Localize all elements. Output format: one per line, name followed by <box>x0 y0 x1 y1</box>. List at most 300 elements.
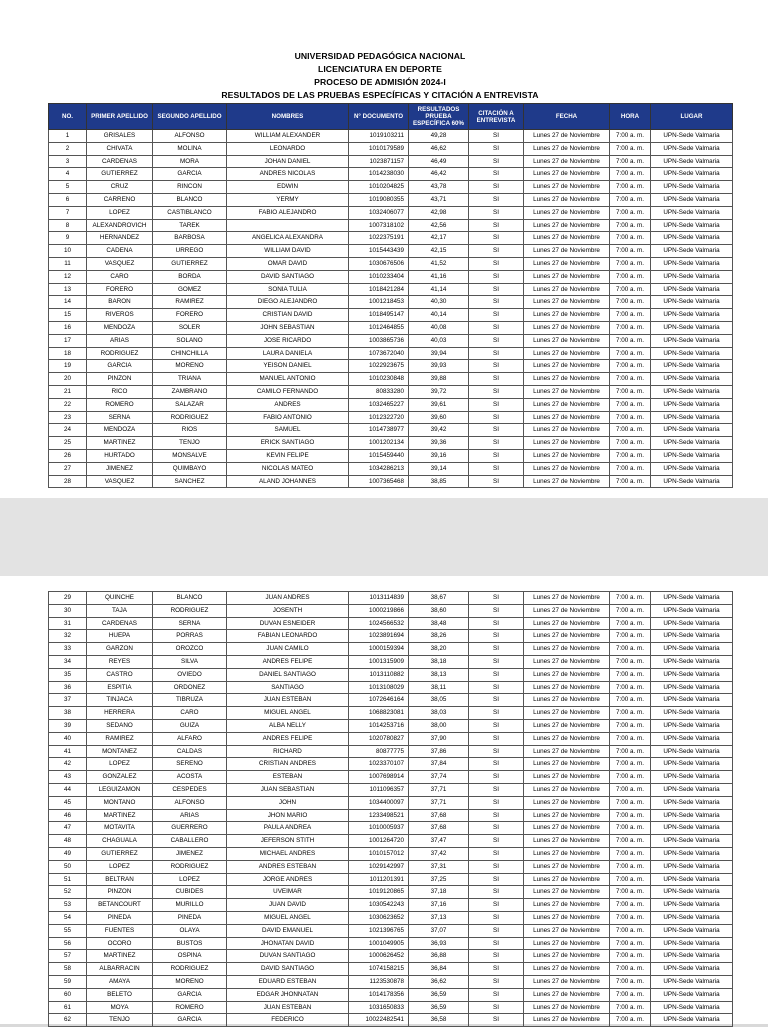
cell-hora: 7:00 a. m. <box>610 963 651 976</box>
table-row <box>49 398 733 411</box>
cell-citacion: SI <box>469 181 524 194</box>
cell-no: 37 <box>49 694 87 707</box>
cell-nombres: SONIA TULIA <box>227 283 349 296</box>
cell-primer-apellido: PINEDA <box>87 911 153 924</box>
cell-hora: 7:00 a. m. <box>610 719 651 732</box>
cell-lugar: UPN-Sede Valmaria <box>651 245 733 258</box>
cell-fecha: Lunes 27 de Noviembre <box>524 745 610 758</box>
cell-segundo-apellido: GARCIA <box>153 168 227 181</box>
cell-no: 60 <box>49 988 87 1001</box>
cell-segundo-apellido: RODRIGUEZ <box>153 963 227 976</box>
cell-fecha: Lunes 27 de Noviembre <box>524 911 610 924</box>
cell-fecha: Lunes 27 de Noviembre <box>524 1014 610 1027</box>
cell-hora: 7:00 a. m. <box>610 206 651 219</box>
cell-nombres: ANGELICA ALEXANDRA <box>227 232 349 245</box>
cell-citacion: SI <box>469 155 524 168</box>
cell-fecha: Lunes 27 de Noviembre <box>524 694 610 707</box>
cell-documento: 1010157012 <box>349 847 409 860</box>
cell-citacion: SI <box>469 206 524 219</box>
cell-fecha: Lunes 27 de Noviembre <box>524 950 610 963</box>
cell-segundo-apellido: TRIANA <box>153 373 227 386</box>
cell-documento: 1007365468 <box>349 475 409 488</box>
process-title: PROCESO DE ADMISIÓN 2024-I <box>314 77 446 87</box>
table-row <box>49 668 733 681</box>
cell-nombres: EDUARD ESTEBAN <box>227 975 349 988</box>
cell-hora: 7:00 a. m. <box>610 668 651 681</box>
cell-primer-apellido: TAJA <box>87 604 153 617</box>
cell-documento: 1014738977 <box>349 424 409 437</box>
cell-no: 40 <box>49 732 87 745</box>
cell-nombres: MICHAEL ANDRES <box>227 847 349 860</box>
cell-fecha: Lunes 27 de Noviembre <box>524 270 610 283</box>
cell-lugar: UPN-Sede Valmaria <box>651 911 733 924</box>
cell-documento: 1021396765 <box>349 924 409 937</box>
table-body-part1 <box>49 130 733 488</box>
cell-lugar: UPN-Sede Valmaria <box>651 181 733 194</box>
cell-resultado: 37,71 <box>409 783 469 796</box>
cell-no: 46 <box>49 809 87 822</box>
cell-primer-apellido: GUTIERREZ <box>87 847 153 860</box>
cell-hora: 7:00 a. m. <box>610 334 651 347</box>
cell-segundo-apellido: RAMIREZ <box>153 296 227 309</box>
cell-resultado: 38,03 <box>409 707 469 720</box>
cell-segundo-apellido: ARIAS <box>153 809 227 822</box>
cell-nombres: LAURA DANIELA <box>227 347 349 360</box>
cell-no: 51 <box>49 873 87 886</box>
cell-primer-apellido: MARTINEZ <box>87 809 153 822</box>
cell-nombres: WILLIAM ALEXANDER <box>227 130 349 143</box>
cell-primer-apellido: RICO <box>87 385 153 398</box>
cell-citacion: SI <box>469 373 524 386</box>
cell-fecha: Lunes 27 de Noviembre <box>524 732 610 745</box>
table-row <box>49 847 733 860</box>
cell-documento: 1073672040 <box>349 347 409 360</box>
cell-citacion: SI <box>469 873 524 886</box>
cell-primer-apellido: LEGUIZAMON <box>87 783 153 796</box>
table-row <box>49 321 733 334</box>
cell-lugar: UPN-Sede Valmaria <box>651 193 733 206</box>
cell-lugar: UPN-Sede Valmaria <box>651 142 733 155</box>
table-row <box>49 142 733 155</box>
cell-resultado: 39,88 <box>409 373 469 386</box>
cell-no: 16 <box>49 321 87 334</box>
cell-documento: 1023891694 <box>349 630 409 643</box>
cell-documento: 1001202134 <box>349 437 409 450</box>
cell-primer-apellido: BELETO <box>87 988 153 1001</box>
cell-citacion: SI <box>469 860 524 873</box>
cell-resultado: 42,56 <box>409 219 469 232</box>
table-row <box>49 181 733 194</box>
cell-lugar: UPN-Sede Valmaria <box>651 860 733 873</box>
table-row <box>49 681 733 694</box>
cell-lugar: UPN-Sede Valmaria <box>651 707 733 720</box>
cell-fecha: Lunes 27 de Noviembre <box>524 321 610 334</box>
cell-hora: 7:00 a. m. <box>610 937 651 950</box>
cell-segundo-apellido: BARBOSA <box>153 232 227 245</box>
cell-lugar: UPN-Sede Valmaria <box>651 437 733 450</box>
table-row <box>49 385 733 398</box>
cell-no: 12 <box>49 270 87 283</box>
cell-citacion: SI <box>469 270 524 283</box>
cell-citacion: SI <box>469 592 524 605</box>
cell-segundo-apellido: RODRIGUEZ <box>153 604 227 617</box>
cell-lugar: UPN-Sede Valmaria <box>651 963 733 976</box>
cell-segundo-apellido: CHINCHILLA <box>153 347 227 360</box>
cell-nombres: JUAN ANDRES <box>227 592 349 605</box>
cell-primer-apellido: BARON <box>87 296 153 309</box>
cell-citacion: SI <box>469 732 524 745</box>
cell-fecha: Lunes 27 de Noviembre <box>524 155 610 168</box>
cell-citacion: SI <box>469 668 524 681</box>
cell-fecha: Lunes 27 de Noviembre <box>524 130 610 143</box>
cell-citacion: SI <box>469 758 524 771</box>
cell-resultado: 36,84 <box>409 963 469 976</box>
cell-hora: 7:00 a. m. <box>610 475 651 488</box>
table-row <box>49 860 733 873</box>
table-row <box>49 719 733 732</box>
cell-no: 62 <box>49 1014 87 1027</box>
cell-documento: 1022375191 <box>349 232 409 245</box>
cell-documento: 1001049905 <box>349 937 409 950</box>
cell-resultado: 40,08 <box>409 321 469 334</box>
cell-primer-apellido: PINZON <box>87 886 153 899</box>
table-row <box>49 283 733 296</box>
cell-documento: 1010230848 <box>349 373 409 386</box>
cell-hora: 7:00 a. m. <box>610 745 651 758</box>
cell-no: 3 <box>49 155 87 168</box>
cell-citacion: SI <box>469 283 524 296</box>
cell-primer-apellido: LOPEZ <box>87 758 153 771</box>
program-title: LICENCIATURA EN DEPORTE <box>317 64 443 74</box>
table-row <box>49 604 733 617</box>
cell-no: 13 <box>49 283 87 296</box>
cell-citacion: SI <box>469 193 524 206</box>
cell-nombres: MANUEL ANTONIO <box>227 373 349 386</box>
cell-documento: 1233498521 <box>349 809 409 822</box>
cell-nombres: DAVID EMANUEL <box>227 924 349 937</box>
cell-nombres: JEFERSON STITH <box>227 835 349 848</box>
cell-fecha: Lunes 27 de Noviembre <box>524 424 610 437</box>
cell-fecha: Lunes 27 de Noviembre <box>524 309 610 322</box>
cell-nombres: SANTIAGO <box>227 681 349 694</box>
cell-hora: 7:00 a. m. <box>610 886 651 899</box>
cell-citacion: SI <box>469 437 524 450</box>
cell-no: 52 <box>49 886 87 899</box>
cell-citacion: SI <box>469 411 524 424</box>
cell-citacion: SI <box>469 449 524 462</box>
col-header-segundo-apellido: SEGUNDO APELLIDO <box>153 104 227 130</box>
cell-resultado: 38,67 <box>409 592 469 605</box>
cell-fecha: Lunes 27 de Noviembre <box>524 206 610 219</box>
cell-no: 6 <box>49 193 87 206</box>
cell-documento: 1007318102 <box>349 219 409 232</box>
cell-fecha: Lunes 27 de Noviembre <box>524 257 610 270</box>
cell-nombres: RICHARD <box>227 745 349 758</box>
cell-nombres: CAMILO FERNANDO <box>227 385 349 398</box>
cell-documento: 1029142997 <box>349 860 409 873</box>
cell-segundo-apellido: BORDA <box>153 270 227 283</box>
cell-documento: 1013108029 <box>349 681 409 694</box>
table-row <box>49 732 733 745</box>
table-row <box>49 643 733 656</box>
cell-resultado: 40,03 <box>409 334 469 347</box>
cell-documento: 1013114839 <box>349 592 409 605</box>
cell-resultado: 37,71 <box>409 796 469 809</box>
cell-resultado: 42,17 <box>409 232 469 245</box>
cell-hora: 7:00 a. m. <box>610 321 651 334</box>
cell-no: 14 <box>49 296 87 309</box>
cell-fecha: Lunes 27 de Noviembre <box>524 347 610 360</box>
cell-hora: 7:00 a. m. <box>610 924 651 937</box>
table-row <box>49 219 733 232</box>
cell-primer-apellido: CASTRO <box>87 668 153 681</box>
cell-primer-apellido: ROMERO <box>87 398 153 411</box>
cell-fecha: Lunes 27 de Noviembre <box>524 181 610 194</box>
cell-segundo-apellido: ACOSTA <box>153 771 227 784</box>
cell-resultado: 43,78 <box>409 181 469 194</box>
cell-documento: 1019120865 <box>349 886 409 899</box>
cell-segundo-apellido: PORRAS <box>153 630 227 643</box>
table-row <box>49 309 733 322</box>
cell-documento: 1022923675 <box>349 360 409 373</box>
cell-citacion: SI <box>469 681 524 694</box>
cell-nombres: FABIO ALEJANDRO <box>227 206 349 219</box>
table-row <box>49 232 733 245</box>
cell-primer-apellido: RODRIGUEZ <box>87 347 153 360</box>
cell-resultado: 41,52 <box>409 257 469 270</box>
cell-primer-apellido: LOPEZ <box>87 860 153 873</box>
cell-documento: 1034286213 <box>349 462 409 475</box>
cell-hora: 7:00 a. m. <box>610 988 651 1001</box>
cell-no: 53 <box>49 899 87 912</box>
cell-documento: 1024566532 <box>349 617 409 630</box>
cell-segundo-apellido: ALFONSO <box>153 796 227 809</box>
table-row <box>49 168 733 181</box>
cell-nombres: ANDRES ESTEBAN <box>227 860 349 873</box>
cell-hora: 7:00 a. m. <box>610 347 651 360</box>
col-header-primer-apellido: PRIMER APELLIDO <box>87 104 153 130</box>
cell-resultado: 36,58 <box>409 1014 469 1027</box>
table-row <box>49 822 733 835</box>
cell-hora: 7:00 a. m. <box>610 181 651 194</box>
cell-nombres: LEONARDO <box>227 142 349 155</box>
cell-documento: 1072646164 <box>349 694 409 707</box>
cell-hora: 7:00 a. m. <box>610 617 651 630</box>
cell-lugar: UPN-Sede Valmaria <box>651 783 733 796</box>
cell-lugar: UPN-Sede Valmaria <box>651 745 733 758</box>
cell-documento: 1010005937 <box>349 822 409 835</box>
cell-fecha: Lunes 27 de Noviembre <box>524 283 610 296</box>
cell-nombres: JUAN DAVID <box>227 899 349 912</box>
cell-citacion: SI <box>469 835 524 848</box>
cell-segundo-apellido: SOLANO <box>153 334 227 347</box>
cell-fecha: Lunes 27 de Noviembre <box>524 604 610 617</box>
cell-no: 19 <box>49 360 87 373</box>
cell-primer-apellido: MONTANO <box>87 796 153 809</box>
cell-segundo-apellido: CARO <box>153 707 227 720</box>
cell-primer-apellido: JIMENEZ <box>87 462 153 475</box>
cell-no: 33 <box>49 643 87 656</box>
cell-primer-apellido: ALEXANDROVICH <box>87 219 153 232</box>
cell-documento: 1020780827 <box>349 732 409 745</box>
cell-fecha: Lunes 27 de Noviembre <box>524 373 610 386</box>
cell-primer-apellido: FORERO <box>87 283 153 296</box>
cell-fecha: Lunes 27 de Noviembre <box>524 219 610 232</box>
cell-fecha: Lunes 27 de Noviembre <box>524 873 610 886</box>
cell-primer-apellido: RAMIREZ <box>87 732 153 745</box>
cell-primer-apellido: TINJACA <box>87 694 153 707</box>
cell-resultado: 37,47 <box>409 835 469 848</box>
cell-resultado: 39,16 <box>409 449 469 462</box>
cell-no: 10 <box>49 245 87 258</box>
cell-segundo-apellido: GARCIA <box>153 1014 227 1027</box>
cell-hora: 7:00 a. m. <box>610 270 651 283</box>
cell-resultado: 42,98 <box>409 206 469 219</box>
cell-primer-apellido: GRISALES <box>87 130 153 143</box>
cell-citacion: SI <box>469 245 524 258</box>
cell-nombres: MIGUEL ANGEL <box>227 707 349 720</box>
cell-nombres: JOSE RICARDO <box>227 334 349 347</box>
cell-segundo-apellido: MORENO <box>153 975 227 988</box>
cell-hora: 7:00 a. m. <box>610 373 651 386</box>
cell-nombres: DAVID SANTIAGO <box>227 963 349 976</box>
cell-fecha: Lunes 27 de Noviembre <box>524 963 610 976</box>
cell-nombres: JORGE ANDRES <box>227 873 349 886</box>
cell-no: 1 <box>49 130 87 143</box>
table-row <box>49 835 733 848</box>
cell-hora: 7:00 a. m. <box>610 899 651 912</box>
cell-lugar: UPN-Sede Valmaria <box>651 822 733 835</box>
cell-citacion: SI <box>469 257 524 270</box>
cell-nombres: EDWIN <box>227 181 349 194</box>
cell-no: 61 <box>49 1001 87 1014</box>
cell-nombres: DUVAN SANTIAGO <box>227 950 349 963</box>
cell-citacion: SI <box>469 630 524 643</box>
cell-no: 58 <box>49 963 87 976</box>
cell-fecha: Lunes 27 de Noviembre <box>524 360 610 373</box>
cell-lugar: UPN-Sede Valmaria <box>651 411 733 424</box>
cell-no: 30 <box>49 604 87 617</box>
results-title: RESULTADOS DE LAS PRUEBAS ESPECÍFICAS Y CITACIÓN A ENTREVISTA <box>221 90 539 100</box>
cell-fecha: Lunes 27 de Noviembre <box>524 988 610 1001</box>
cell-citacion: SI <box>469 142 524 155</box>
document-header <box>48 50 712 102</box>
cell-hora: 7:00 a. m. <box>610 155 651 168</box>
cell-no: 44 <box>49 783 87 796</box>
table-row <box>49 130 733 143</box>
cell-nombres: JUAN SEBASTIAN <box>227 783 349 796</box>
cell-fecha: Lunes 27 de Noviembre <box>524 719 610 732</box>
table-row <box>49 257 733 270</box>
cell-nombres: ANDRES FELIPE <box>227 732 349 745</box>
cell-fecha: Lunes 27 de Noviembre <box>524 771 610 784</box>
cell-segundo-apellido: GUIZA <box>153 719 227 732</box>
cell-no: 23 <box>49 411 87 424</box>
cell-hora: 7:00 a. m. <box>610 694 651 707</box>
cell-hora: 7:00 a. m. <box>610 437 651 450</box>
cell-no: 48 <box>49 835 87 848</box>
cell-nombres: JHONATAN DAVID <box>227 937 349 950</box>
cell-fecha: Lunes 27 de Noviembre <box>524 617 610 630</box>
cell-no: 20 <box>49 373 87 386</box>
cell-fecha: Lunes 27 de Noviembre <box>524 411 610 424</box>
cell-primer-apellido: MENDOZA <box>87 321 153 334</box>
cell-hora: 7:00 a. m. <box>610 398 651 411</box>
cell-segundo-apellido: QUIMBAYO <box>153 462 227 475</box>
cell-lugar: UPN-Sede Valmaria <box>651 732 733 745</box>
cell-hora: 7:00 a. m. <box>610 462 651 475</box>
cell-segundo-apellido: SALAZAR <box>153 398 227 411</box>
cell-primer-apellido: CHIVATA <box>87 142 153 155</box>
cell-no: 29 <box>49 592 87 605</box>
cell-lugar: UPN-Sede Valmaria <box>651 309 733 322</box>
cell-hora: 7:00 a. m. <box>610 975 651 988</box>
cell-nombres <box>227 219 349 232</box>
university-title: UNIVERSIDAD PEDAGÓGICA NACIONAL <box>294 51 466 61</box>
cell-fecha: Lunes 27 de Noviembre <box>524 592 610 605</box>
cell-resultado: 40,14 <box>409 309 469 322</box>
cell-citacion: SI <box>469 924 524 937</box>
cell-hora: 7:00 a. m. <box>610 860 651 873</box>
cell-documento: 1001315909 <box>349 655 409 668</box>
cell-primer-apellido: LOPEZ <box>87 206 153 219</box>
cell-primer-apellido: SEDANO <box>87 719 153 732</box>
cell-fecha: Lunes 27 de Noviembre <box>524 886 610 899</box>
cell-resultado: 49,28 <box>409 130 469 143</box>
cell-documento: 1001218453 <box>349 296 409 309</box>
cell-no: 56 <box>49 937 87 950</box>
cell-citacion: SI <box>469 334 524 347</box>
cell-hora: 7:00 a. m. <box>610 655 651 668</box>
table-row <box>49 630 733 643</box>
table-row <box>49 592 733 605</box>
cell-primer-apellido: MONTANEZ <box>87 745 153 758</box>
cell-no: 27 <box>49 462 87 475</box>
cell-no: 11 <box>49 257 87 270</box>
cell-documento: 80877775 <box>349 745 409 758</box>
cell-hora: 7:00 a. m. <box>610 1014 651 1027</box>
cell-primer-apellido: CRUZ <box>87 181 153 194</box>
cell-lugar: UPN-Sede Valmaria <box>651 398 733 411</box>
cell-resultado: 46,62 <box>409 142 469 155</box>
cell-primer-apellido: CHAGUALA <box>87 835 153 848</box>
cell-resultado: 37,74 <box>409 771 469 784</box>
cell-nombres: JOHN <box>227 796 349 809</box>
cell-citacion: SI <box>469 937 524 950</box>
cell-fecha: Lunes 27 de Noviembre <box>524 835 610 848</box>
cell-documento: 1032465227 <box>349 398 409 411</box>
cell-fecha: Lunes 27 de Noviembre <box>524 475 610 488</box>
cell-lugar: UPN-Sede Valmaria <box>651 630 733 643</box>
cell-citacion: SI <box>469 360 524 373</box>
cell-citacion: SI <box>469 886 524 899</box>
cell-lugar: UPN-Sede Valmaria <box>651 270 733 283</box>
cell-citacion: SI <box>469 783 524 796</box>
cell-hora: 7:00 a. m. <box>610 758 651 771</box>
cell-fecha: Lunes 27 de Noviembre <box>524 899 610 912</box>
cell-segundo-apellido: CASTIBLANCO <box>153 206 227 219</box>
cell-segundo-apellido: TIBRUZA <box>153 694 227 707</box>
cell-no: 17 <box>49 334 87 347</box>
cell-documento: 80833280 <box>349 385 409 398</box>
cell-fecha: Lunes 27 de Noviembre <box>524 385 610 398</box>
table-row <box>49 206 733 219</box>
cell-lugar: UPN-Sede Valmaria <box>651 809 733 822</box>
cell-resultado: 37,90 <box>409 732 469 745</box>
cell-documento: 1012322720 <box>349 411 409 424</box>
cell-hora: 7:00 a. m. <box>610 193 651 206</box>
cell-fecha: Lunes 27 de Noviembre <box>524 707 610 720</box>
